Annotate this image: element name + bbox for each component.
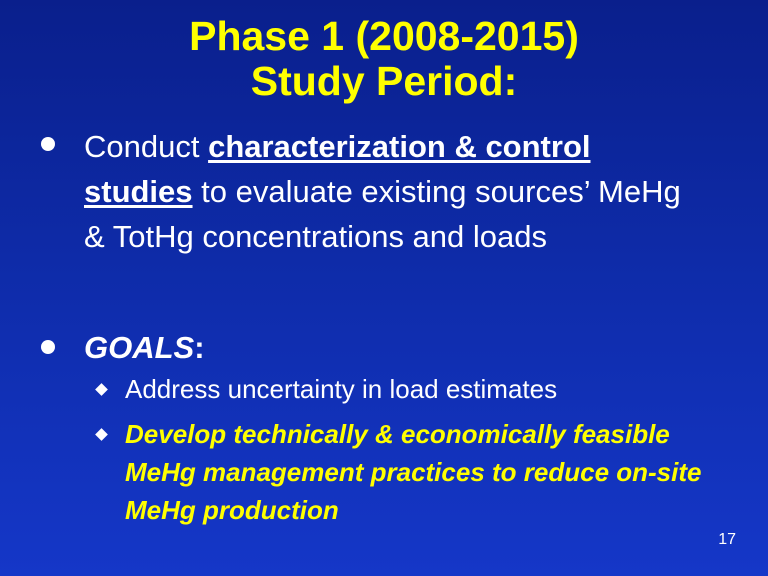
bullet-dot-icon <box>41 340 55 354</box>
title-line-1: Phase 1 (2008-2015) <box>189 13 579 59</box>
bullet-dot-icon <box>41 137 55 151</box>
page-number: 17 <box>718 531 736 548</box>
bullet-goals <box>84 325 205 370</box>
bullet-1-emphasis: characterization & control studies <box>84 129 591 209</box>
bullet-1-suffix: to evaluate existing sources’ MeHg & TotHg concentrations and loads <box>84 174 681 254</box>
slide-title <box>0 14 768 104</box>
diamond-bullet-icon <box>95 383 108 396</box>
diamond-bullet-icon <box>95 428 108 441</box>
sub-bullet-management-practices: Develop technically & economically feasible MeHg management practices to reduce on-site MeHg production <box>125 419 702 525</box>
bullet-conduct-studies <box>84 124 696 259</box>
sub-bullet-uncertainty: Address uncertainty in load estimates <box>125 374 558 404</box>
goals-colon: : <box>194 330 205 365</box>
bullet-1-prefix: Conduct <box>84 129 209 164</box>
title-line-2: Study Period: <box>250 58 518 104</box>
goals-label: GOALS <box>84 330 195 365</box>
